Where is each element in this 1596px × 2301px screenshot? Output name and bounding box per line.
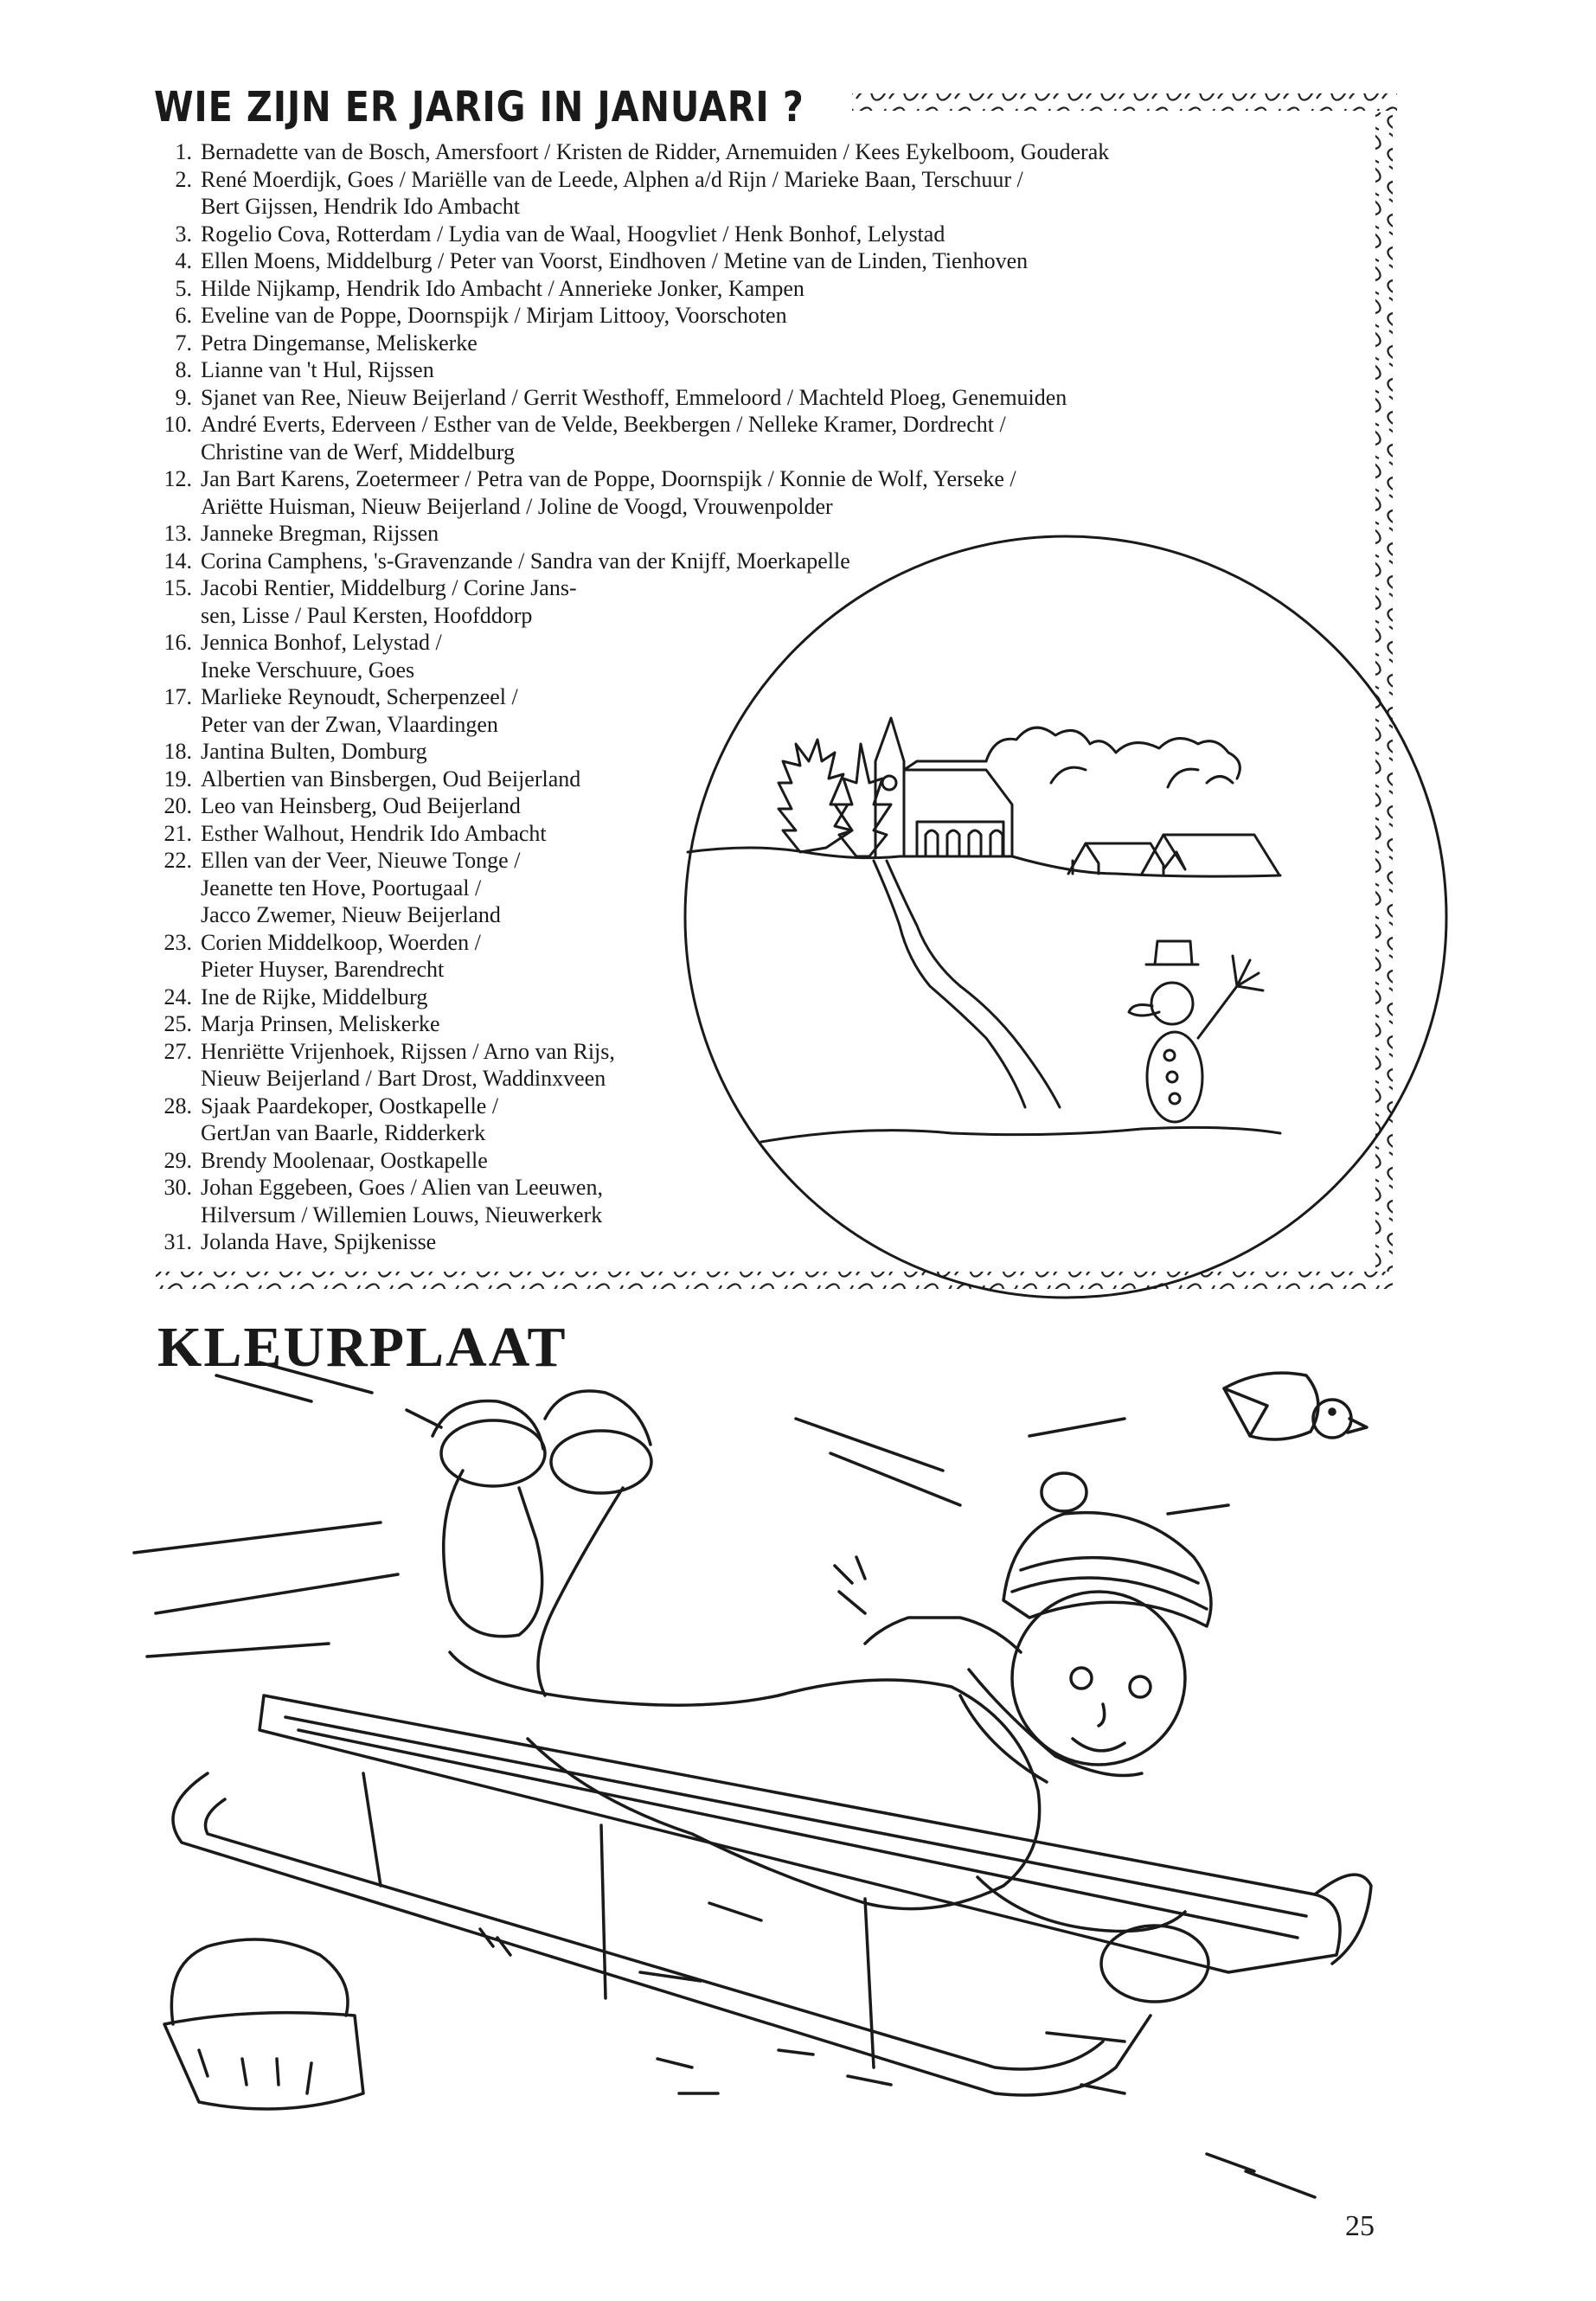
bobble-hat-on-ground: [164, 1939, 363, 2109]
birthday-entry: 24. Ine de Rijke, Middelburg: [163, 984, 428, 1009]
birthday-entry: 18. Jantina Bulten, Domburg: [163, 739, 427, 764]
bird: [1224, 1373, 1367, 1439]
birthday-entry: 19. Albertien van Binsbergen, Oud Beijerland: [163, 766, 581, 792]
birthday-entry: 17. Marlieke Reynoudt, Scherpenzeel / Peter van der Zwan, Vlaardingen: [163, 684, 518, 737]
birthday-entry: 1. Bernadette van de Bosch, Amersfoort / Kristen de Ridder, Arnemuiden / Kees Eykelboom, Gouderak: [175, 139, 1110, 164]
birthday-entry: 4. Ellen Moens, Middelburg / Peter van Voorst, Eindhoven / Metine van de Linden, Tienhoven: [175, 248, 1029, 273]
birthday-entry: 22. Ellen van der Veer, Nieuwe Tonge / Jeanette ten Hove, Poortugaal / Jacco Zwemer, Nieuw Beijerland: [163, 848, 521, 927]
birthday-entry: 20. Leo van Heinsberg, Oud Beijerland: [163, 793, 521, 818]
birthday-entry: 28. Sjaak Paardekoper, Oostkapelle / GertJan van Baarle, Ridderkerk: [163, 1093, 499, 1145]
birthday-entry: 3. Rogelio Cova, Rotterdam / Lydia van de Waal, Hoogvliet / Henk Bonhof, Lelystad: [175, 221, 945, 247]
birthday-entry: 23. Corien Middelkoop, Woerden / Pieter Huyser, Barendrecht: [163, 929, 481, 982]
birthdays-heading: WIE ZIJN ER JARIG IN JANUARI ?: [154, 83, 804, 131]
birthday-entry: 12. Jan Bart Karens, Zoetermeer / Petra van de Poppe, Doornspijk / Konnie de Wolf, Yerseke / Ariëtte Huisman, Nieuw Beijerland / Joline de Voogd, Vrouwenpolder: [163, 466, 1016, 519]
birthday-entry: 8. Lianne van 't Hul, Rijssen: [175, 357, 434, 382]
birthday-entry: 13. Janneke Bregman, Rijssen: [163, 521, 439, 546]
birthday-entry: 27. Henriëtte Vrijenhoek, Rijssen / Arno van Rijs, Nieuw Beijerland / Bart Drost, Waddinxveen: [163, 1038, 615, 1091]
birthday-entry: 2. René Moerdijk, Goes / Mariëlle van de Leede, Alphen a/d Rijn / Marieke Baan, Terschuur / Bert Gijssen, Hendrik Ido Ambacht: [175, 166, 1023, 219]
page-number: 25: [1345, 2210, 1375, 2242]
birthday-entry: 31. Jolanda Have, Spijkenisse: [163, 1229, 437, 1254]
birthday-entry: 6. Eveline van de Poppe, Doornspijk / Mirjam Littooy, Voorschoten: [175, 303, 787, 328]
birthday-entry: 7. Petra Dingemanse, Meliskerke: [175, 330, 478, 356]
birthday-entry: 29. Brendy Moolenaar, Oostkapelle: [163, 1147, 488, 1173]
birthday-entry: 14. Corina Camphens, 's-Gravenzande / Sandra van der Knijff, Moerkapelle: [163, 548, 850, 574]
birthday-entry: 15. Jacobi Rentier, Middelburg / Corine Jans- sen, Lisse / Paul Kersten, Hoofddorp: [163, 575, 577, 628]
coloring-heading: KLEURPLAAT: [157, 1316, 567, 1379]
birthday-entry: 9. Sjanet van Ree, Nieuw Beijerland / Gerrit Westhoff, Emmeloord / Machteld Ploeg, Genemuiden: [175, 384, 1067, 410]
birthday-entry: 30. Johan Eggebeen, Goes / Alien van Leeuwen, Hilversum / Willemien Louws, Nieuwerkerk: [163, 1175, 603, 1227]
birthday-entry: 10. André Everts, Ederveen / Esther van de Velde, Beekbergen / Nelleke Kramer, Dordrecht / Christine van de Werf, Middelburg: [163, 412, 1006, 465]
birthday-entry: 25. Marja Prinsen, Meliskerke: [163, 1011, 440, 1036]
birthday-entry: 5. Hilde Nijkamp, Hendrik Ido Ambacht / Annerieke Jonker, Kampen: [175, 275, 804, 301]
birthday-entry: 16. Jennica Bonhof, Lelystad / Ineke Verschuure, Goes: [163, 630, 442, 683]
sled: [173, 1695, 1371, 2095]
birthday-entry: 21. Esther Walhout, Hendrik Ido Ambacht: [163, 820, 547, 846]
child: [433, 1391, 1211, 2002]
